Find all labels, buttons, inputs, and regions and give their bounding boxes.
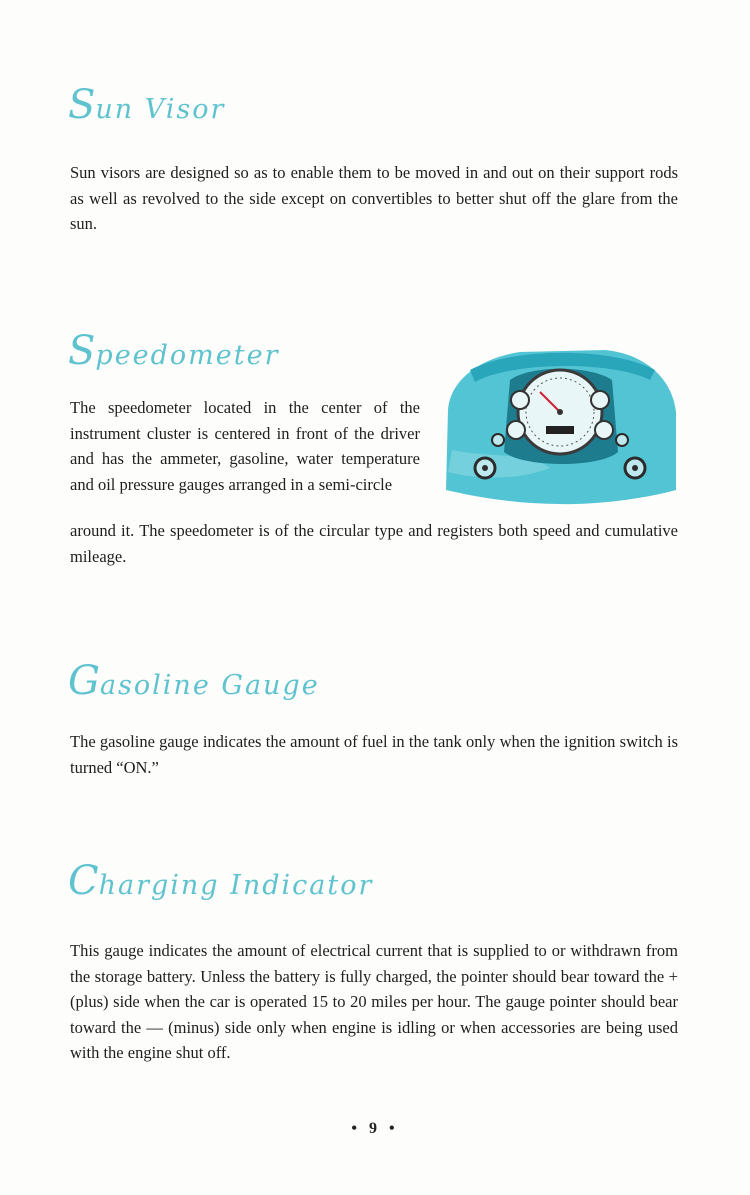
paragraph-speedometer-wrapped: The speedometer located in the center of the instrument cluster is centered in front of the driver and has the ammeter, gasoline, water temperature and oil pressure gauges arranged in a semi-circle [70,398,420,494]
heading-speedometer: Speedometer [68,328,280,374]
heading-sun-visor: Sun Visor [68,82,226,128]
water-temp-gauge [507,421,525,439]
paragraph-speedometer-continued: around it. The speedometer is of the circular type and registers both speed and cumulative mileage. [70,521,678,566]
right-upper-knob [616,434,628,446]
paragraph-charging-indicator: This gauge indicates the amount of electrical current that is supplied to or withdrawn from the storage battery. Unless the battery is fully charged, the pointer should bear toward the + (plus) side when the car is operated 15 to 20 miles per hour. The gauge pointer should bear toward the — (minus) side only when engine is idling or when accessories are being used with the engine shut off. [70,941,678,1062]
heading-gasoline-gauge: Gasoline Gauge [68,658,320,704]
left-upper-knob [492,434,504,446]
oil-pressure-gauge [595,421,613,439]
page-number: • 9 • [351,1120,399,1137]
gasoline-gauge [591,391,609,409]
heading-charging-indicator: Charging Indicator [68,858,374,904]
speedometer-dashboard-illustration [440,340,680,510]
odometer-window [546,426,574,434]
paragraph-sun-visor: Sun visors are designed so as to enable them to be moved in and out on their support rods as well as revolved to the side except on convertibles to better shut off the glare from the sun. [70,163,678,233]
ammeter-gauge [511,391,529,409]
paragraph-gasoline-gauge: The gasoline gauge indicates the amount of fuel in the tank only when the ignition switch is turned “ON.” [70,732,678,777]
